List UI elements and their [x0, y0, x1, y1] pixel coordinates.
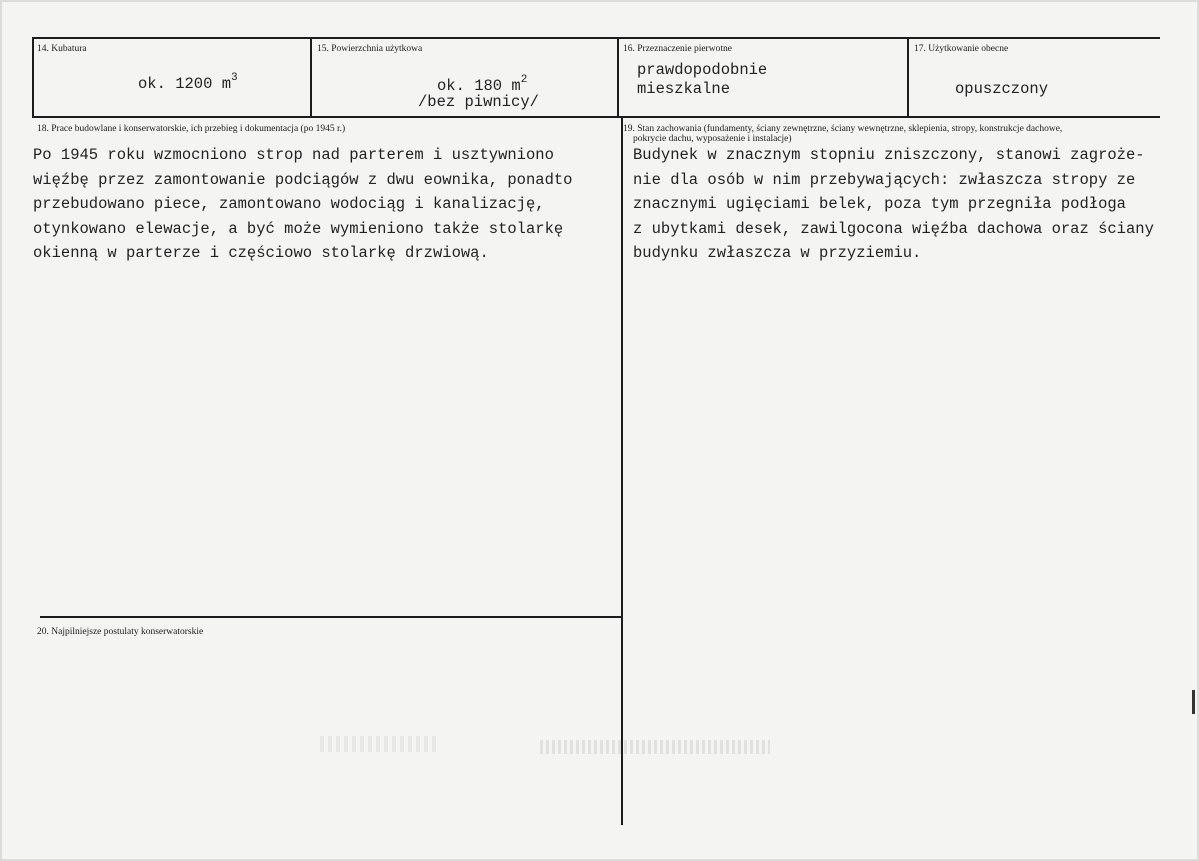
divider-15-16 [617, 37, 619, 118]
top-border-line [32, 37, 1160, 39]
divider-16-17 [907, 37, 909, 118]
field-15-value-line1: ok. 180 $m^2$ [437, 74, 528, 96]
row2-bottom-line [40, 616, 622, 618]
field-16-value-line1: prawdopodobnie [637, 61, 768, 79]
field-16-value-line2: mieszkalne [637, 80, 731, 98]
field-18-line: przebudowano piece, zamontowano wodociąg i kanalizację, [33, 195, 545, 213]
field-19-line: z ubytkami desek, zawilgocona więźba dachowa oraz ściany [633, 219, 1154, 238]
field-19-line: budynku zwłaszcza w przyziemiu. [633, 244, 922, 262]
field-18-line: Po 1945 roku wzmocniono strop nad parterem i usztywniono [33, 146, 554, 164]
field-19-label-line1: 19. Stan zachowania (fundamenty, ściany zewnętrzne, ściany wewnętrzne, sklepienia, stropy, konstrukcje dachowe, [623, 124, 1063, 134]
edge-mark [1192, 690, 1195, 714]
field-18-line: więźbę przez zamontowanie podciągów z dwu eownika, ponadto [33, 170, 573, 189]
field-17-value: opuszczony [955, 80, 1049, 98]
field-18-label: 18. Prace budowlane i konserwatorskie, ich przebieg i dokumentacja (po 1945 r.) [37, 124, 346, 134]
field-16-label: 16. Przeznaczenie pierwotne [623, 44, 732, 54]
bleed-through-mark [540, 740, 770, 754]
field-17-label: 17. Użytkowanie obecne [914, 44, 1009, 54]
field-14-value: ok. 1200 $m^3$ [138, 72, 238, 94]
field-19-line: nie dla osób w nim przebywających: zwłaszcza stropy ze [633, 170, 1136, 189]
divider-14-15 [310, 37, 312, 118]
field-18-text [33, 143, 573, 266]
field-19-line: Budynek w znacznym stopniu zniszczony, stanowi zagroże- [633, 146, 1145, 164]
field-14-label: 14. Kubatura [37, 44, 87, 54]
field-18-line: otynkowano elewacje, a być może wymieniono także stolarkę [33, 219, 564, 238]
center-divider [621, 116, 623, 825]
field-19-text [633, 143, 1154, 266]
field-19-label-line2: pokrycie dachu, wyposażenie i instalacje) [633, 134, 792, 144]
left-border-line [32, 37, 34, 118]
row1-bottom-line [32, 116, 1160, 118]
field-19-line: znacznymi ugięciami belek, poza tym przegniła podłoga [633, 195, 1126, 213]
field-20-label: 20. Najpilniejsze postulaty konserwatorskie [37, 627, 204, 637]
field-18-line: okienną w parterze i częściowo stolarkę drzwiową. [33, 244, 489, 262]
bleed-through-mark [320, 736, 440, 752]
field-15-value-line2: /bez piwnicy/ [418, 93, 539, 111]
field-15-label: 15. Powierzchnia użytkowa [317, 44, 423, 54]
